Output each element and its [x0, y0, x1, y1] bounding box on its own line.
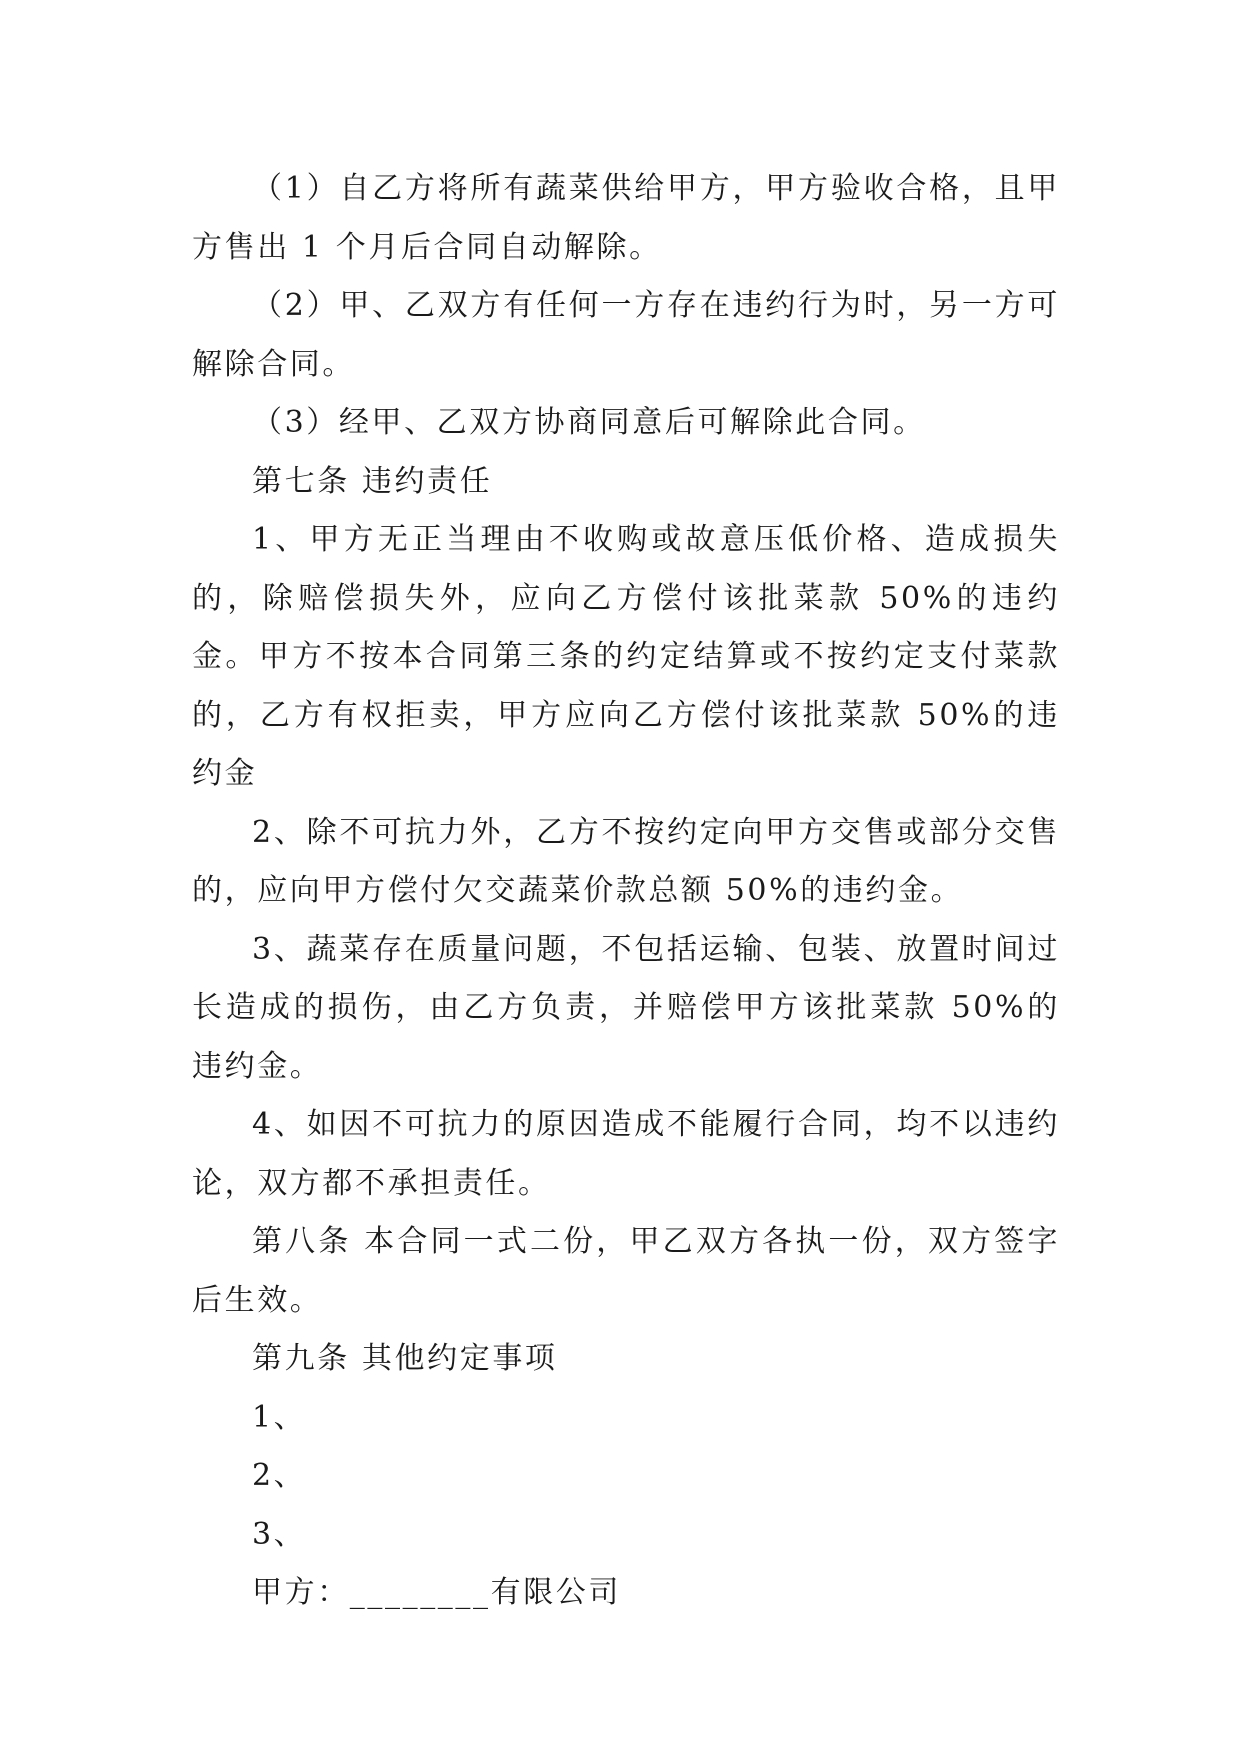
document-body: [192, 160, 1060, 1623]
clause-7-item-1: 1、甲方无正当理由不收购或故意压低价格、造成损失的，除赔偿损失外，应向乙方偿付该批菜款 50%的违约金。甲方不按本合同第三条的约定结算或不按约定支付菜款的，乙方有权拒卖，甲方应向乙方偿付该批菜款 50%的违约金: [192, 522, 1060, 791]
clause-9-heading: 第九条 其他约定事项: [252, 1341, 558, 1376]
clause-6-item-3: （3）经甲、乙双方协商同意后可解除此合同。: [252, 405, 926, 440]
clause-7-item-4: 4、如因不可抗力的原因造成不能履行合同，均不以违约论，双方都不承担责任。: [192, 1107, 1060, 1201]
clause-7-item-3: 3、蔬菜存在质量问题，不包括运输、包装、放置时间过长造成的损伤，由乙方负责，并赔偿甲方该批菜款 50%的违约金。: [192, 931, 1060, 1084]
clause-9-item-3: 3、: [252, 1516, 307, 1552]
clause-9-item-2: 2、: [252, 1458, 307, 1493]
clause-7-heading: 第七条 违约责任: [252, 463, 493, 499]
party-a-signature-line: 甲方：________有限公司: [252, 1575, 621, 1610]
clause-6-item-2: （2）甲、乙双方有任何一方存在违约行为时，另一方可解除合同。: [192, 288, 1060, 382]
clause-7-item-2: 2、除不可抗力外，乙方不按约定向甲方交售或部分交售的，应向甲方偿付欠交蔬菜价款总额 50%的违约金。: [192, 814, 1060, 908]
clause-6-item-1: （1）自乙方将所有蔬菜供给甲方，甲方验收合格，且甲方售出 1 个月后合同自动解除。: [192, 171, 1060, 265]
clause-9-item-1: 1、: [252, 1399, 307, 1435]
clause-8: 第八条 本合同一式二份，甲乙双方各执一份，双方签字后生效。: [192, 1224, 1060, 1318]
